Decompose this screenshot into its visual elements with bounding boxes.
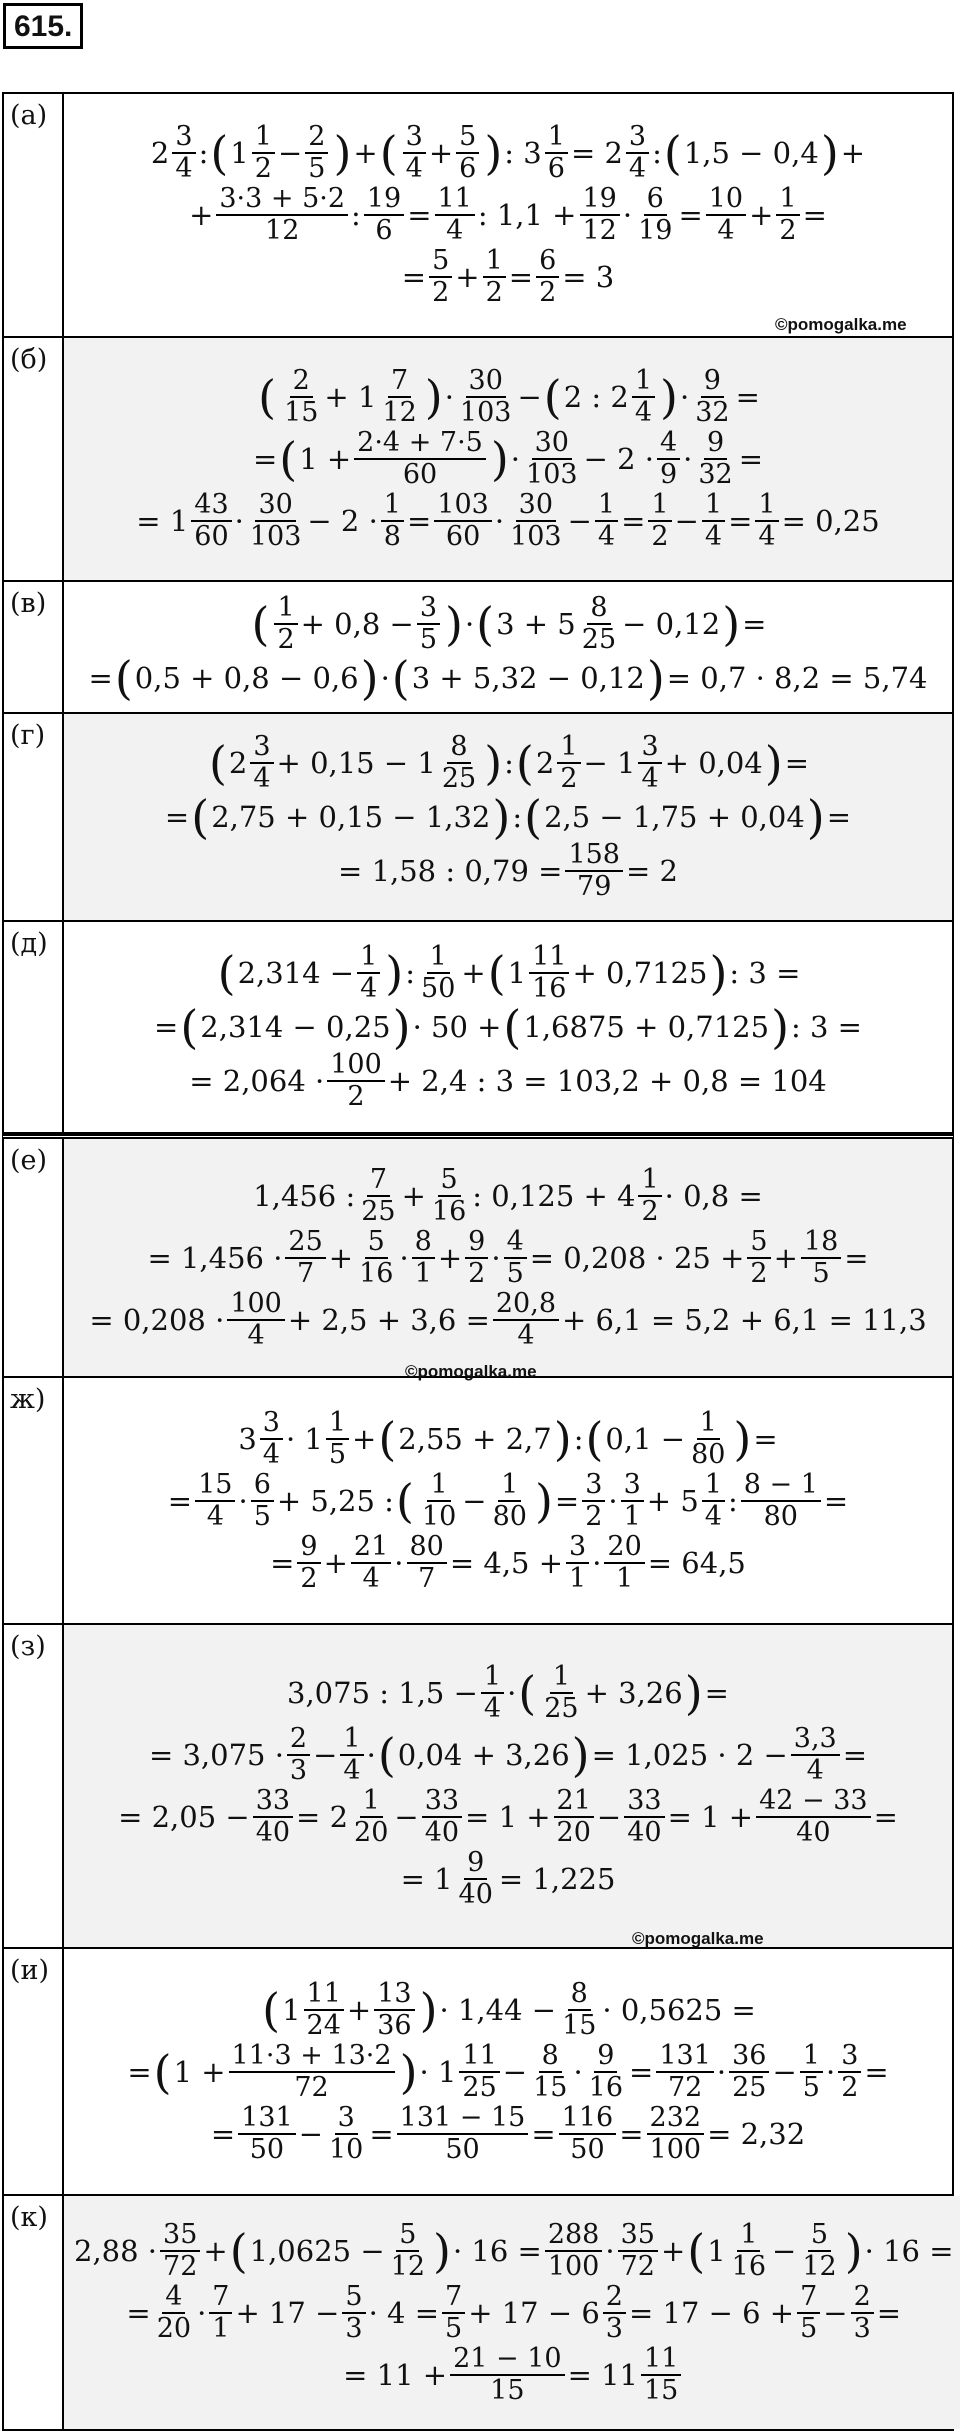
solution-row [2,2196,954,2431]
math-line: 2 $\frac{3}{4}$ : ( 1 $\frac{1}{2}$ − $\frac{2}{5}$ ) + ( $\frac{3}{4}$ + $\frac{5}{6}$ ) : 3 $\frac{1}{6}$ = 2 $\frac{3}{4}$ : ( 1,5 − 0,4 ) + [150,121,866,184]
solution-row [2,714,954,922]
solution-row [2,1625,954,1949]
math-line: ( 1 $\frac{11}{24}$ + $\frac{13}{36}$ ) · 1,44 − $\frac{8}{15}$ · 0,5625 = [262,1977,756,2041]
watermark: ©pomogalka.me [775,315,907,334]
math-line: = $\frac{5}{2}$ + $\frac{1}{2}$ = $\frac{6}{2}$ = 3 [401,245,615,308]
solution-body [64,922,952,1132]
math-line: = 1,58 : 0,79 = $\frac{158}{79}$ = 2 [338,839,678,902]
math-line: = ( 1 + $\frac{11\cdot 3 + 13\cdot 2}{72}$ ) · 1 $\frac{11}{25}$ − $\frac{8}{15}$ · $\frac{9}{16}$ = $\frac{131}{72}$ · $\frac{36}{25}$ − $\frac{1}{5}$ · $\frac{3}{2}$ = [127,2039,889,2103]
math-line: = 0,208 · $\frac{100}{4}$ + 2,5 + 3,6 = $\frac{20,8}{4}$ + 6,1 = 5,2 + 6,1 = 11,3 [89,1287,927,1351]
solutions-table [2,92,954,2431]
math-line: = 1 $\frac{9}{40}$ = 1,225 [400,1847,616,1910]
math-line: ( $\frac{1}{2}$ + 0,8 − $\frac{3}{5}$ ) · ( 3 + 5 $\frac{8}{25}$ − 0,12 ) = [251,592,767,655]
watermark: ©pomogalka.me [405,1362,537,1381]
solution-body [64,338,952,580]
math-line: = $\frac{4}{20}$ · $\frac{7}{1}$ + 17 − $\frac{5}{3}$ · 4 = $\frac{7}{5}$ + 17 − 6 $\frac{2}{3}$ = 17 − 6 + $\frac{7}{5}$ − $\frac{2}{3}$ = [126,2280,902,2344]
solution-body [64,1625,952,1947]
row-label: (з) [4,1625,64,1947]
math-line: 3,075 : 1,5 − $\frac{1}{4}$ · ( $\frac{1}{25}$ + 3,26 ) = [287,1661,729,1724]
row-label: ж) [4,1378,64,1623]
solution-row [2,582,954,714]
math-line: 2,88 · $\frac{35}{72}$ + ( 1,0625 − $\frac{5}{12}$ ) · 16 = $\frac{288}{100}$ · $\frac{35}{72}$ + ( 1 $\frac{1}{16}$ − $\frac{5}{12}$ ) · 16 = [74,2218,954,2282]
math-line: = ( 0,5 + 0,8 − 0,6 ) · ( 3 + 5,32 − 0,12 ) = 0,7 · 8,2 = 5,74 [88,651,928,705]
solution-body [64,1139,952,1376]
row-label: (а) [4,94,64,336]
math-line: = 1 $\frac{43}{60}$ · $\frac{30}{103}$ − 2 · $\frac{1}{8}$ = $\frac{103}{60}$ · $\frac{30}{103}$ − $\frac{1}{4}$ = $\frac{1}{2}$ − $\frac{1}{4}$ = $\frac{1}{4}$ = 0,25 [136,489,880,552]
row-label: (в) [4,582,64,712]
solution-body [64,1949,952,2194]
solution-body [64,714,952,920]
solution-body [64,582,952,712]
math-line: = $\frac{15}{4}$ · $\frac{6}{5}$ + 5,25 : ( $\frac{1}{10}$ − $\frac{1}{80}$ ) = $\frac{3}{2}$ · $\frac{3}{1}$ + 5 $\frac{1}{4}$ : $\frac{8 - 1}{80}$ = [167,1468,849,1532]
solution-body [64,1378,952,1623]
solution-row [2,338,954,582]
solution-row [2,922,954,1134]
math-line: 1,456 : $\frac{7}{25}$ + $\frac{5}{16}$ : 0,125 + 4 $\frac{1}{2}$ · 0,8 = [253,1163,763,1227]
math-line: ( 2,314 − $\frac{1}{4}$ ) : $\frac{1}{50}$ + ( 1 $\frac{11}{16}$ + 0,7125 ) : 3 = [217,941,801,1004]
math-line: = 11 + $\frac{21 - 10}{15}$ = 11 $\frac{11}{15}$ [343,2344,684,2406]
solution-row [2,1134,954,1378]
math-line: ( $\frac{2}{15}$ + 1 $\frac{7}{12}$ ) · $\frac{30}{103}$ − ( 2 : 2 $\frac{1}{4}$ ) · $\frac{9}{32}$ = [258,365,760,428]
solution-row [2,1949,954,2196]
watermark: ©pomogalka.me [632,1929,764,1948]
row-label: (к) [4,2196,64,2429]
math-line: = ( 1 + $\frac{2\cdot 4 + 7\cdot 5}{60}$ ) · $\frac{30}{103}$ − 2 · $\frac{4}{9}$ · $\frac{9}{32}$ = [252,427,764,490]
row-label: (и) [4,1949,64,2194]
problem-number: 615. [3,3,83,49]
math-line: = ( 2,314 − 0,25 ) · 50 + ( 1,6875 + 0,7125 ) : 3 = [154,1000,862,1054]
row-label: (е) [4,1139,64,1376]
solution-row [2,92,954,338]
math-line: 3 $\frac{3}{4}$ · 1 $\frac{1}{5}$ + ( 2,55 + 2,7 ) : ( 0,1 − $\frac{1}{80}$ ) = [238,1406,778,1470]
math-line: = $\frac{9}{2}$ + $\frac{21}{4}$ · $\frac{80}{7}$ = 4,5 + $\frac{3}{1}$ · $\frac{20}{1}$ = 64,5 [270,1530,746,1594]
math-line: = 1,456 · $\frac{25}{7}$ + $\frac{5}{16}$ · $\frac{8}{1}$ + $\frac{9}{2}$ · $\frac{4}{5}$ = 0,208 · 25 + $\frac{5}{2}$ + $\frac{18}{5}$ = [147,1225,869,1289]
math-line: = $\frac{131}{50}$ − $\frac{3}{10}$ = $\frac{131 - 15}{50}$ = $\frac{116}{50}$ = $\frac{232}{100}$ = 2,32 [210,2101,806,2165]
solution-body [64,94,952,336]
math-line: = ( 2,75 + 0,15 − 1,32 ) : ( 2,5 − 1,75 + 0,04 ) = [164,790,852,844]
math-line: = 3,075 · $\frac{2}{3}$ − $\frac{1}{4}$ · ( 0,04 + 3,26 ) = 1,025 · 2 − $\frac{3,3}{4}$ = [148,1723,868,1786]
row-label: (б) [4,338,64,580]
math-line: = 2,05 − $\frac{33}{40}$ = 2 $\frac{1}{20}$ − $\frac{33}{40}$ = 1 + $\frac{21}{20}$ − $\frac{33}{40}$ = 1 + $\frac{42 - 33}{40}$ = [118,1785,898,1848]
math-line: + $\frac{3\cdot 3 + 5\cdot 2}{12}$ : $\frac{19}{6}$ = $\frac{11}{4}$ : 1,1 + $\frac{19}{12}$ · $\frac{6}{19}$ = $\frac{10}{4}$ + $\frac{1}{2}$ = [189,183,827,246]
solution-row [2,1378,954,1625]
row-label: (г) [4,714,64,920]
solution-body [64,2196,960,2429]
math-line: = 2,064 · $\frac{100}{2}$ + 2,4 : 3 = 103,2 + 0,8 = 104 [189,1049,827,1112]
row-label: (д) [4,922,64,1132]
math-line: ( 2 $\frac{3}{4}$ + 0,15 − 1 $\frac{8}{25}$ ) : ( 2 $\frac{1}{2}$ − 1 $\frac{3}{4}$ + 0,04 ) = [208,731,810,794]
